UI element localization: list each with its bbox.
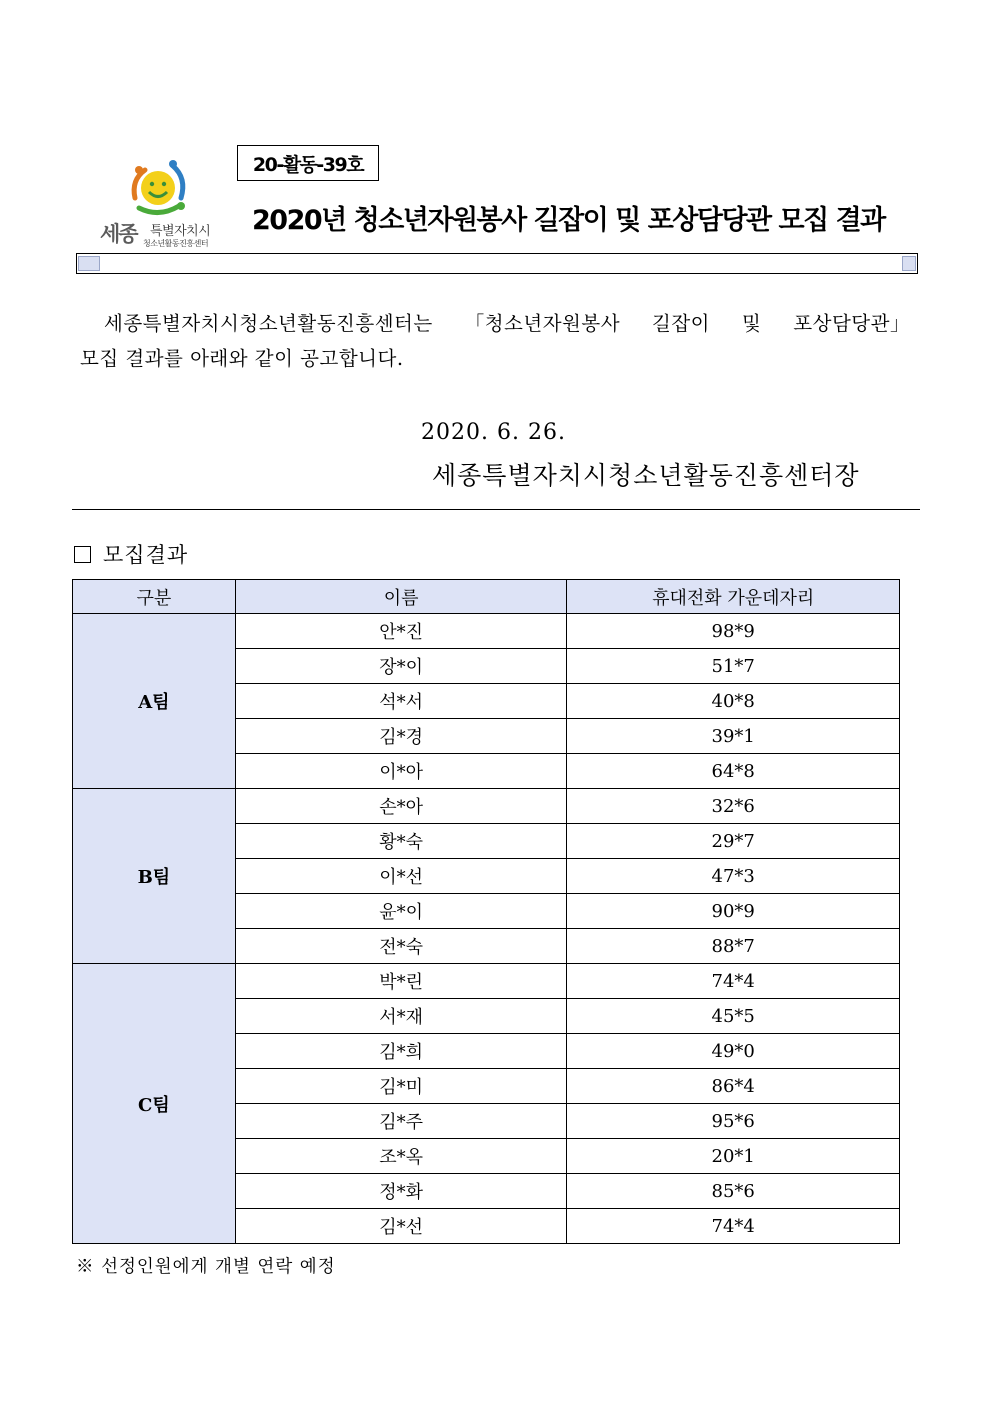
- team-cell: C팀: [73, 964, 236, 1244]
- name-cell: 김*주: [235, 1104, 567, 1139]
- table-row: [73, 614, 900, 649]
- logo-center-text: 청소년활동진흥센터: [143, 239, 209, 248]
- name-cell: 조*옥: [235, 1139, 567, 1174]
- smiley-logo-icon: [95, 158, 225, 220]
- name-cell: 장*이: [235, 649, 567, 684]
- name-cell: 이*아: [235, 754, 567, 789]
- intro-word: 포상담당관」: [793, 312, 910, 335]
- intro-word: 「청소년자원봉사: [464, 312, 621, 335]
- logo-city-text: 특별자치시: [150, 224, 211, 239]
- phone-cell: 40*8: [567, 684, 900, 719]
- name-cell: 황*숙: [235, 824, 567, 859]
- name-cell: 김*미: [235, 1069, 567, 1104]
- header-team: 구분: [73, 580, 236, 614]
- phone-cell: 85*6: [567, 1174, 900, 1209]
- name-cell: 정*화: [235, 1174, 567, 1209]
- logo-main-text: 세종: [100, 222, 137, 246]
- results-table-body: [73, 614, 900, 1244]
- name-cell: 윤*이: [235, 894, 567, 929]
- table-row: [73, 964, 900, 999]
- phone-cell: 74*4: [567, 964, 900, 999]
- header-phone: 휴대전화 가운데자리: [567, 580, 900, 614]
- phone-cell: 95*6: [567, 1104, 900, 1139]
- phone-cell: 20*1: [567, 1139, 900, 1174]
- document-number: 20-활동-39호: [237, 145, 379, 181]
- table-header-row: [73, 580, 900, 614]
- results-table: [72, 579, 900, 1244]
- phone-cell: 39*1: [567, 719, 900, 754]
- name-cell: 김*희: [235, 1034, 567, 1069]
- intro-line-2: 모집 결과를 아래와 같이 공고합니다.: [80, 347, 404, 370]
- phone-cell: 51*7: [567, 649, 900, 684]
- phone-cell: 32*6: [567, 789, 900, 824]
- phone-cell: 47*3: [567, 859, 900, 894]
- intro-paragraph: [80, 306, 910, 376]
- name-cell: 김*경: [235, 719, 567, 754]
- document-title: 2020년 청소년자원봉사 길잡이 및 포상담당관 모집 결과: [252, 205, 885, 236]
- intro-word: 세종특별자치시청소년활동진흥센터는: [104, 312, 433, 335]
- phone-cell: 88*7: [567, 929, 900, 964]
- phone-cell: 29*7: [567, 824, 900, 859]
- checkbox-square-icon: [74, 546, 91, 563]
- title-underline-bar: [76, 253, 918, 274]
- name-cell: 석*서: [235, 684, 567, 719]
- name-cell: 전*숙: [235, 929, 567, 964]
- team-cell: A팀: [73, 614, 236, 789]
- phone-cell: 49*0: [567, 1034, 900, 1069]
- section-title: [74, 539, 188, 569]
- section-title-text: 모집결과: [103, 543, 189, 567]
- intro-line-1: [80, 306, 910, 341]
- name-cell: 박*린: [235, 964, 567, 999]
- name-cell: 손*아: [235, 789, 567, 824]
- name-cell: 이*선: [235, 859, 567, 894]
- sejong-youth-center-logo: [95, 158, 225, 250]
- announcement-date: 2020. 6. 26.: [421, 420, 566, 445]
- signer-name: 세종특별자치시청소년활동진흥센터장: [432, 461, 860, 490]
- header-name: 이름: [235, 580, 567, 614]
- phone-cell: 64*8: [567, 754, 900, 789]
- title-bar-left-cap: [78, 256, 100, 271]
- phone-cell: 90*9: [567, 894, 900, 929]
- phone-cell: 98*9: [567, 614, 900, 649]
- footnote: ※ 선정인원에게 개별 연락 예정: [76, 1257, 336, 1277]
- phone-cell: 86*4: [567, 1069, 900, 1104]
- name-cell: 김*선: [235, 1209, 567, 1244]
- team-cell: B팀: [73, 789, 236, 964]
- name-cell: 서*재: [235, 999, 567, 1034]
- title-bar-right-cap: [902, 256, 916, 271]
- table-row: [73, 789, 900, 824]
- name-cell: 안*진: [235, 614, 567, 649]
- phone-cell: 45*5: [567, 999, 900, 1034]
- divider-line: [72, 509, 920, 510]
- phone-cell: 74*4: [567, 1209, 900, 1244]
- intro-word: 및: [741, 312, 762, 335]
- intro-word: 길잡이: [652, 312, 711, 335]
